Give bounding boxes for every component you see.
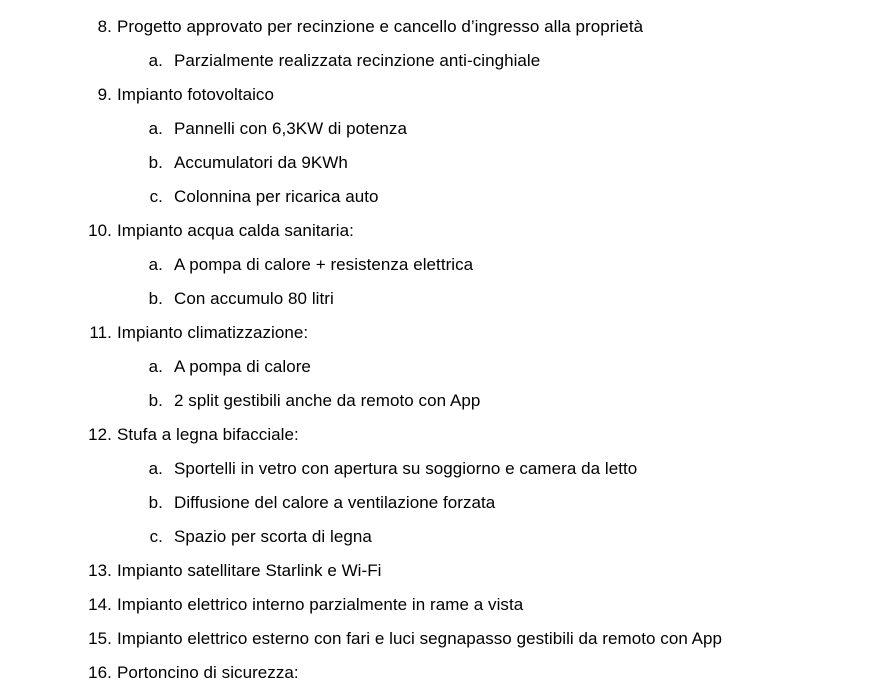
list-item-text: Portoncino di sicurezza:: [117, 663, 299, 682]
list-item: [0, 622, 893, 656]
list-item: [0, 554, 893, 588]
list-item-marker: 13.: [88, 561, 112, 580]
list-item-text: A pompa di calore + resistenza elettrica: [174, 255, 474, 274]
list-item: [0, 588, 893, 622]
list-item-marker: 10.: [88, 221, 112, 240]
list-item-text: Accumulatori da 9KWh: [174, 153, 348, 172]
list-item-text: Diffusione del calore a ventilazione forzata: [174, 493, 496, 512]
list-item-marker: a.: [148, 357, 163, 376]
list-item-marker: a.: [148, 255, 163, 274]
list-item-marker: 11.: [89, 323, 112, 342]
list-item-marker: a.: [148, 119, 163, 138]
sub-list-item: [0, 384, 893, 418]
sub-list-item: [0, 282, 893, 316]
list-item-text: Impianto elettrico interno parzialmente in rame a vista: [117, 595, 524, 614]
sub-list-item: [0, 180, 893, 214]
list-item-marker: c.: [149, 527, 163, 546]
list-item: [0, 10, 893, 44]
list-item-marker: 8.: [97, 17, 112, 36]
list-item-text: Pannelli con 6,3KW di potenza: [174, 119, 407, 138]
sub-list-item: [0, 112, 893, 146]
list-item-text: Stufa a legna bifacciale:: [117, 425, 299, 444]
list-item-marker: 14.: [88, 595, 112, 614]
list-item-text: Sportelli in vetro con apertura su soggiorno e camera da letto: [174, 459, 638, 478]
list-item-marker: a.: [148, 459, 163, 478]
sub-list-item: [0, 350, 893, 384]
list-item-marker: b.: [148, 391, 163, 410]
list-item-marker: c.: [149, 187, 163, 206]
list-item: [0, 316, 893, 350]
list-item-text: A pompa di calore: [174, 357, 311, 376]
list-item-text: Impianto acqua calda sanitaria:: [117, 221, 354, 240]
list-item: [0, 418, 893, 452]
sub-list-item: [0, 486, 893, 520]
sub-list-item: [0, 520, 893, 554]
list-item-text: Colonnina per ricarica auto: [174, 187, 379, 206]
list-item-marker: 15.: [88, 629, 112, 648]
list-item: [0, 656, 893, 690]
sub-list-item: [0, 146, 893, 180]
list-item-marker: b.: [148, 493, 163, 512]
list-item-marker: 12.: [88, 425, 112, 444]
list-item-text: Impianto fotovoltaico: [117, 85, 274, 104]
list-item-text: Impianto satellitare Starlink e Wi-Fi: [117, 561, 382, 580]
list-item-text: Impianto elettrico esterno con fari e luci segnapasso gestibili da remoto con App: [117, 629, 723, 648]
list-item-text: 2 split gestibili anche da remoto con App: [174, 391, 481, 410]
sub-list-item: [0, 44, 893, 78]
sub-list-item: [0, 452, 893, 486]
list-item-text: Con accumulo 80 litri: [174, 289, 334, 308]
list-item-text: Parzialmente realizzata recinzione anti-cinghiale: [174, 51, 541, 70]
list-item-marker: 16.: [88, 663, 112, 682]
numbered-list: [0, 10, 893, 690]
list-item-text: Spazio per scorta di legna: [174, 527, 372, 546]
list-item: [0, 214, 893, 248]
list-item-marker: 9.: [97, 85, 112, 104]
list-item-text: Impianto climatizzazione:: [117, 323, 309, 342]
list-item-marker: b.: [148, 153, 163, 172]
list-item-marker: a.: [148, 51, 163, 70]
list-item: [0, 78, 893, 112]
sub-list-item: [0, 248, 893, 282]
list-item-text: Progetto approvato per recinzione e cancello d’ingresso alla proprietà: [117, 17, 644, 36]
list-item-marker: b.: [148, 289, 163, 308]
